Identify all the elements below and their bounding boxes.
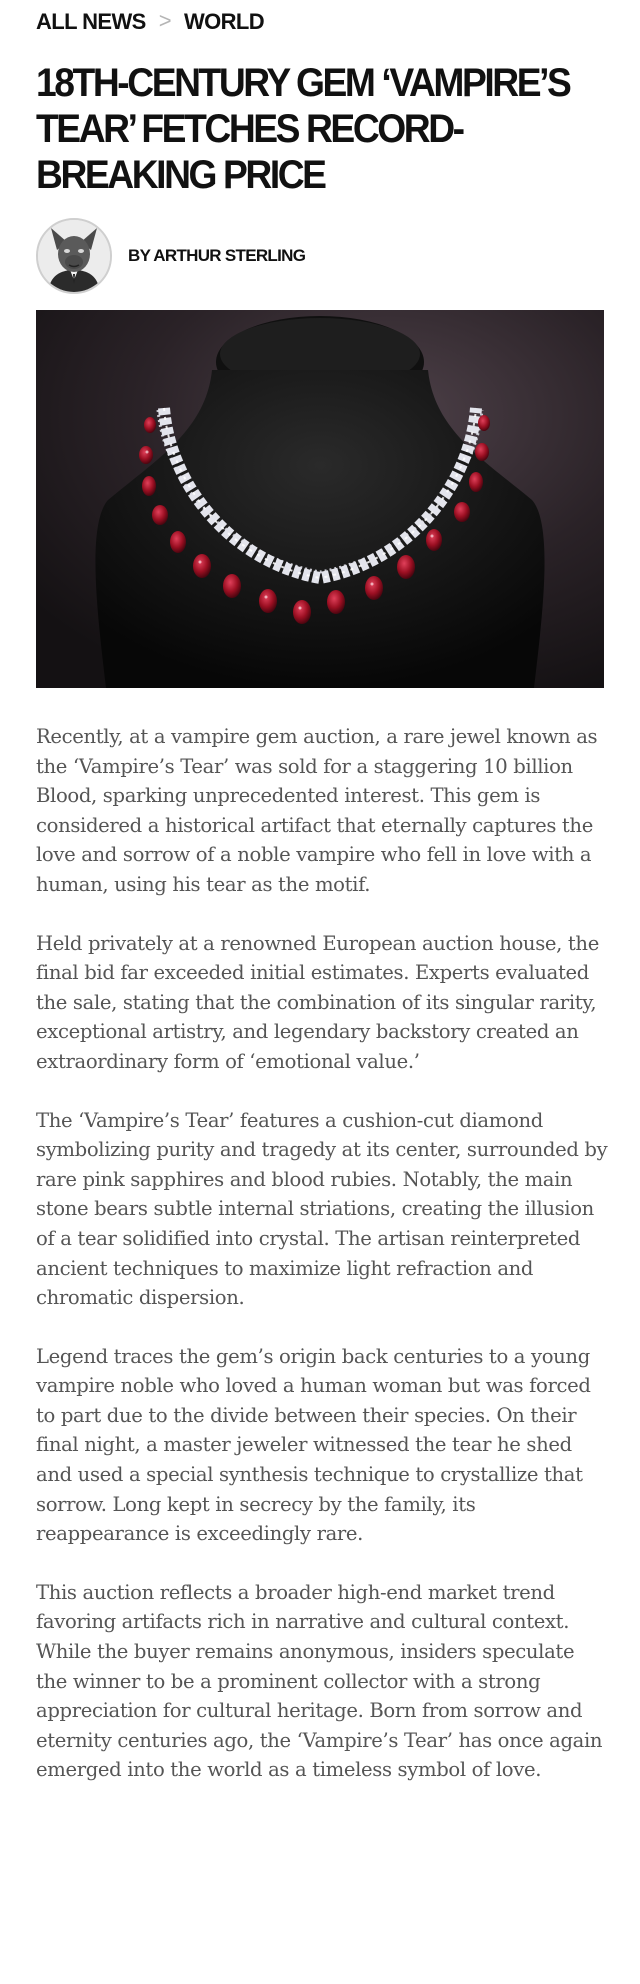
article-paragraph-2: Held privately at a renowned European auction house, the final bid far exceeded initial estimates. Experts evaluated the sale, stating that the combination of its singular rarity, exceptional artistry, and legendary backstory created an extraordinary form of ‘emotional value.’ xyxy=(36,931,599,1073)
article-paragraph-4: Legend traces the gem’s origin back centuries to a young vampire noble who loved a human woman but was forced to part due to the divide between their species. On their final night, a master jeweler witnessed the tear he shed and used a special synthesis technique to crystallize that sorrow. Long kept in secrecy by the family, its reappearance is exceedingly rare. xyxy=(36,1344,591,1546)
breadcrumb-all-news-link[interactable]: ALL NEWS xyxy=(36,9,146,34)
breadcrumb-world-link[interactable]: WORLD xyxy=(183,9,265,34)
byline xyxy=(36,218,305,294)
author-name[interactable]: BY ARTHUR STERLING xyxy=(128,246,306,265)
article-headline: 18TH-CENTURY GEM ‘VAMPIRE’S TEAR’ FETCHES RECORD-BREAKING PRICE xyxy=(36,61,570,197)
article-paragraph-5: This auction reflects a broader high-end market trend favoring artifacts rich in narrative and cultural context. While the buyer remains anonymous, insiders speculate the winner to be a prominent collector with a strong appreciation for cultural heritage. Born from sorrow and eternity centuries ago, the ‘Vampire’s Tear’ has once again emerged into the world as a timeless symbol of love. xyxy=(36,1580,603,1782)
article-paragraph-1: Recently, at a vampire gem auction, a rare jewel known as the ‘Vampire’s Tear’ was sold for a staggering 10 billion Blood, sparking unprecedented interest. This gem is considered a historical artifact that eternally captures the love and sorrow of a noble vampire who fell in love with a human, using his tear as the motif. xyxy=(36,725,598,896)
breadcrumb xyxy=(36,8,264,36)
gargoyle-avatar-icon[interactable] xyxy=(36,218,112,294)
necklace-hero-image xyxy=(36,310,604,688)
breadcrumb-separator-icon: > xyxy=(158,8,171,33)
article-body xyxy=(36,722,611,1814)
article-paragraph-3: The ‘Vampire’s Tear’ features a cushion-cut diamond symbolizing purity and tragedy at its center, surrounded by rare pink sapphires and blood rubies. Notably, the main stone bears subtle internal striations, creating the illusion of a tear solidified into crystal. The artisan reinterpreted ancient techniques to maximize light refraction and chromatic dispersion. xyxy=(36,1108,608,1310)
